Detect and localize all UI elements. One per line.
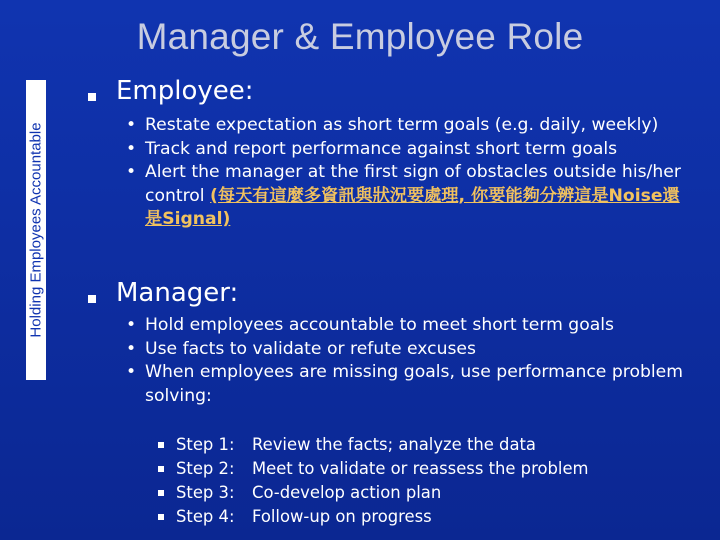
step-item bbox=[158, 457, 698, 481]
bullet-dot-icon: • bbox=[126, 362, 137, 382]
step-text: Follow-up on progress bbox=[252, 507, 432, 526]
slide-title: Manager & Employee Role bbox=[136, 16, 584, 57]
step-label: Step 1: bbox=[176, 435, 235, 454]
bullet-dot-icon: • bbox=[126, 162, 137, 182]
chinese-note: (每天有這麼多資訊與狀況要處理, 你要能夠分辨這是Noise還是Signal) bbox=[145, 185, 680, 229]
step-item bbox=[158, 481, 698, 505]
list-item bbox=[126, 314, 696, 338]
square-bullet-icon bbox=[88, 93, 96, 101]
employee-heading: Employee: bbox=[116, 76, 254, 106]
step-label: Step 3: bbox=[176, 483, 235, 502]
step-item bbox=[158, 433, 698, 457]
employee-bullet-text: Track and report performance against short term goals bbox=[145, 138, 618, 159]
square-bullet-icon bbox=[158, 466, 164, 472]
manager-bullet-text: Hold employees accountable to meet short term goals bbox=[145, 315, 614, 335]
list-item bbox=[126, 161, 696, 232]
step-item bbox=[158, 505, 698, 529]
list-item bbox=[126, 138, 696, 162]
side-label-text: Holding Employees Accountable bbox=[27, 122, 45, 338]
list-item bbox=[126, 114, 696, 138]
manager-bullet-text: When employees are missing goals, use performance problem solving: bbox=[145, 362, 683, 406]
square-bullet-icon bbox=[88, 295, 96, 303]
employee-bullet-text: Restate expectation as short term goals (e.g. daily, weekly) bbox=[145, 115, 659, 135]
manager-heading: Manager: bbox=[116, 278, 239, 308]
bullet-dot-icon: • bbox=[126, 138, 137, 159]
manager-bullet-list bbox=[126, 314, 696, 408]
step-list bbox=[158, 433, 698, 529]
step-label: Step 2: bbox=[176, 459, 235, 478]
square-bullet-icon bbox=[158, 514, 164, 520]
employee-bullet-list bbox=[126, 114, 696, 232]
square-bullet-icon bbox=[158, 442, 164, 448]
step-text: Review the facts; analyze the data bbox=[252, 435, 536, 454]
side-label-panel bbox=[26, 80, 46, 380]
manager-bullet-text: Use facts to validate or refute excuses bbox=[145, 338, 476, 359]
step-text: Co-develop action plan bbox=[252, 483, 442, 502]
bullet-dot-icon: • bbox=[126, 338, 137, 359]
bullet-dot-icon: • bbox=[126, 115, 137, 135]
step-text: Meet to validate or reassess the problem bbox=[252, 459, 589, 478]
step-label: Step 4: bbox=[176, 507, 235, 526]
bullet-dot-icon: • bbox=[126, 315, 137, 335]
square-bullet-icon bbox=[158, 490, 164, 496]
list-item bbox=[126, 361, 696, 408]
employee-bullet-text: Alert the manager at the first sign of obstacles outside his/her control bbox=[145, 162, 681, 206]
list-item bbox=[126, 338, 696, 362]
